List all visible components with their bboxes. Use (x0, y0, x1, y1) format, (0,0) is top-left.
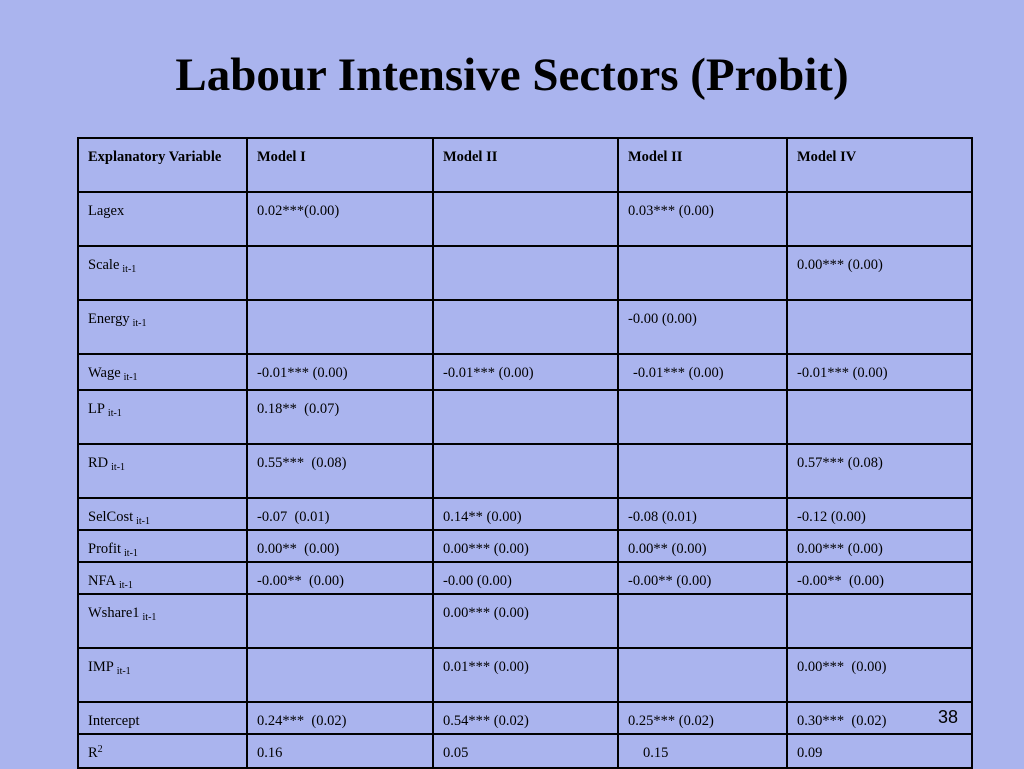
coef-cell: 0.18** (0.07) (247, 390, 433, 444)
coef-cell: 0.00*** (0.00) (433, 530, 618, 562)
coef-cell (618, 444, 787, 498)
variable-subscript: it-1 (107, 408, 122, 419)
variable-cell (78, 246, 247, 300)
variable-cell (78, 498, 247, 530)
coef-cell: -0.00 (0.00) (433, 562, 618, 594)
table-row (78, 192, 972, 246)
variable-subscript: it-1 (136, 516, 151, 527)
coef-cell: -0.00 (0.00) (618, 300, 787, 354)
table-row (78, 390, 972, 444)
variable-cell (78, 300, 247, 354)
coef-cell (433, 444, 618, 498)
table-row (78, 444, 972, 498)
table-row (78, 734, 972, 768)
coef-cell (787, 300, 972, 354)
coef-cell (787, 594, 972, 648)
coef-cell: -0.01*** (0.00) (787, 354, 972, 390)
variable-subscript: it-1 (124, 548, 138, 559)
table-row (78, 246, 972, 300)
variable-cell (78, 530, 247, 562)
coef-cell: -0.00** (0.00) (618, 562, 787, 594)
variable-cell (78, 390, 247, 444)
coef-cell: 0.15 (618, 734, 787, 768)
table-row (78, 530, 972, 562)
coef-cell: -0.01*** (0.00) (618, 354, 787, 390)
coef-cell: 0.00** (0.00) (618, 530, 787, 562)
variable-name: R (88, 745, 98, 761)
variable-name: RD (88, 455, 109, 471)
coef-cell (618, 390, 787, 444)
variable-name: Intercept (88, 713, 140, 729)
coef-cell: 0.30*** (0.02) (787, 702, 972, 734)
coef-cell: 0.09 (787, 734, 972, 768)
coef-cell: -0.01*** (0.00) (433, 354, 618, 390)
variable-cell (78, 734, 247, 768)
table-row (78, 562, 972, 594)
coef-cell: 0.00*** (0.00) (787, 648, 972, 702)
header-cell-model-1: Model I (247, 138, 433, 192)
variable-name: SelCost (88, 509, 134, 525)
variable-name: Energy (88, 311, 130, 327)
variable-cell (78, 648, 247, 702)
coef-cell: 0.00*** (0.00) (433, 594, 618, 648)
variable-subscript: it-1 (111, 462, 126, 473)
table-row (78, 300, 972, 354)
coef-cell: 0.01*** (0.00) (433, 648, 618, 702)
variable-subscript: it-1 (132, 318, 147, 329)
coef-cell: 0.24*** (0.02) (247, 702, 433, 734)
coef-cell: 0.14** (0.00) (433, 498, 618, 530)
table-row (78, 498, 972, 530)
variable-name: IMP (88, 659, 114, 675)
coef-cell: 0.05 (433, 734, 618, 768)
variable-cell (78, 444, 247, 498)
table-row (78, 354, 972, 390)
coef-cell (433, 390, 618, 444)
coef-cell: 0.00*** (0.00) (787, 246, 972, 300)
coef-cell: -0.08 (0.01) (618, 498, 787, 530)
coef-cell: 0.00*** (0.00) (787, 530, 972, 562)
table-header-row (78, 138, 972, 192)
coef-cell: 0.16 (247, 734, 433, 768)
coef-cell (247, 300, 433, 354)
variable-cell (78, 192, 247, 246)
coef-cell (247, 246, 433, 300)
coef-cell (433, 300, 618, 354)
coef-cell: -0.07 (0.01) (247, 498, 433, 530)
variable-cell (78, 354, 247, 390)
variable-name: Profit (88, 541, 122, 557)
header-cell-variable: Explanatory Variable (78, 138, 247, 192)
coef-cell (787, 192, 972, 246)
variable-cell (78, 562, 247, 594)
coef-cell (787, 390, 972, 444)
table-row (78, 594, 972, 648)
coef-cell (618, 648, 787, 702)
coef-cell: 0.00** (0.00) (247, 530, 433, 562)
coef-cell: 0.02***(0.00) (247, 192, 433, 246)
variable-cell (78, 702, 247, 734)
variable-subscript: it-1 (142, 612, 157, 623)
variable-subscript: it-1 (116, 666, 131, 677)
slide-title: Labour Intensive Sectors (Probit) (175, 49, 849, 101)
variable-subscript: it-1 (122, 264, 137, 275)
coef-cell: 0.03*** (0.00) (618, 192, 787, 246)
variable-name: Lagex (88, 203, 125, 219)
table-row (78, 702, 972, 734)
coef-cell (433, 246, 618, 300)
variable-name: LP (88, 401, 105, 417)
coef-cell (247, 594, 433, 648)
coef-cell: 0.55*** (0.08) (247, 444, 433, 498)
coef-cell: -0.12 (0.00) (787, 498, 972, 530)
page-number: 38 (938, 707, 959, 727)
header-cell-model-3: Model II (618, 138, 787, 192)
coef-cell: -0.00** (0.00) (247, 562, 433, 594)
header-cell-model-4: Model IV (787, 138, 972, 192)
coef-cell: -0.00** (0.00) (787, 562, 972, 594)
coef-cell (247, 648, 433, 702)
coef-cell: 0.25*** (0.02) (618, 702, 787, 734)
coef-cell (433, 192, 618, 246)
regression-table (77, 137, 973, 769)
variable-cell (78, 594, 247, 648)
coef-cell (618, 594, 787, 648)
table-row (78, 648, 972, 702)
variable-name: Scale (88, 257, 120, 273)
header-cell-model-2: Model II (433, 138, 618, 192)
variable-name: NFA (88, 573, 116, 589)
variable-subscript: it-1 (123, 372, 138, 383)
variable-name: Wage (88, 365, 121, 381)
variable-superscript: 2 (97, 744, 103, 755)
coef-cell: 0.54*** (0.02) (433, 702, 618, 734)
coef-cell: 0.57*** (0.08) (787, 444, 972, 498)
variable-subscript: it-1 (118, 580, 133, 591)
coef-cell (618, 246, 787, 300)
coef-cell: -0.01*** (0.00) (247, 354, 433, 390)
variable-name: Wshare1 (88, 605, 140, 621)
